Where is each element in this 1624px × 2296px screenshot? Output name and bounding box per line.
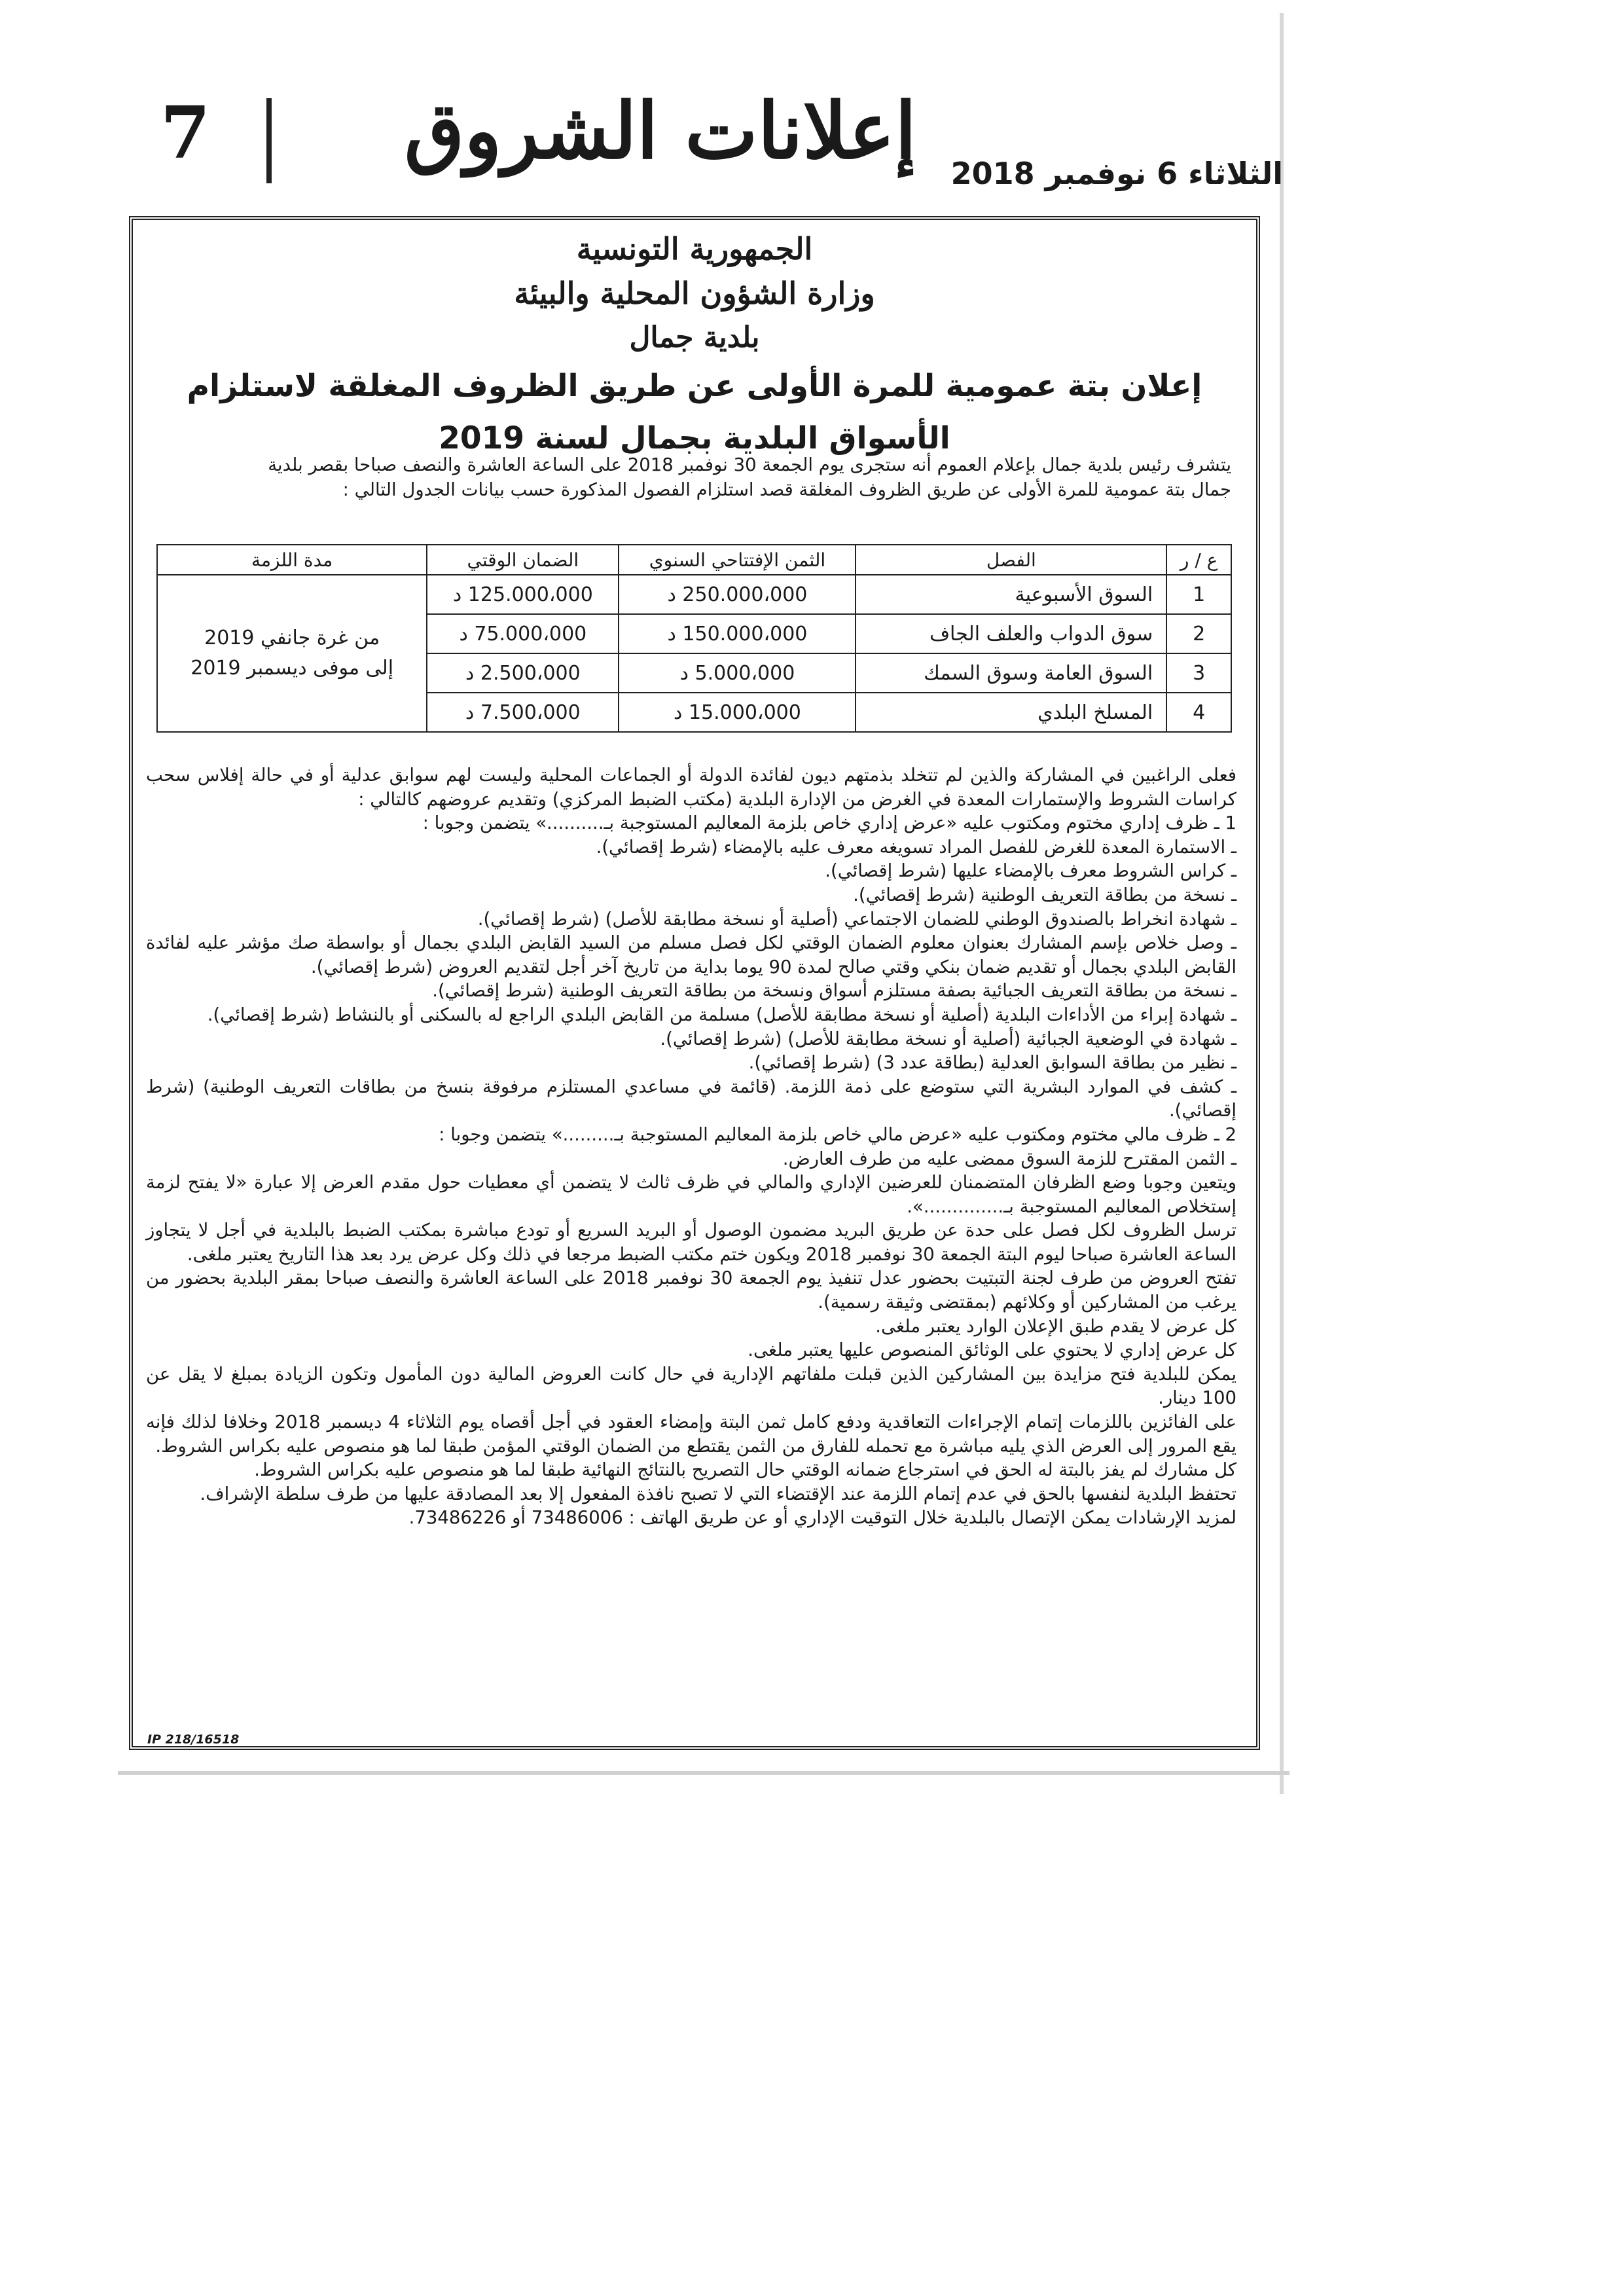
duration-end: إلى موفى ديسمبر 2019 <box>190 657 394 680</box>
col-header-duration: مدة اللزمة <box>157 545 427 575</box>
page-edge-shadow <box>1280 13 1284 1794</box>
cell-number: 1 <box>1166 575 1231 614</box>
body-paragraph: ـ كشف في الموارد البشرية التي ستوضع على ذمة اللزمة. (قائمة في مساعدي المستلزم مرفوقة بنسخ من بطاقات التعريف الوطنية) (شرط إقصائي). <box>146 1076 1236 1121</box>
republic-title: الجمهورية التونسية <box>576 231 813 266</box>
body-paragraph: ـ الثمن المقترح للزمة السوق ممضى عليه من طرف العارض. <box>782 1148 1236 1169</box>
body-paragraph: ـ نظير من بطاقة السوابق العدلية (بطاقة عدد 3) (شرط إقصائي). <box>748 1052 1236 1074</box>
body-paragraph: تفتح العروض من طرف لجنة التبتيت بحضور عدل تنفيذ يوم الجمعة 30 نوفمبر 2018 على الساعة العاشرة والنصف صباحا بمقر البلدية بحضور من يرغب من المشاركين أو وكلائهم (بمقتضى وثيقة رسمية). <box>146 1267 1237 1313</box>
table-header-row <box>157 545 1231 575</box>
issue-date: الثلاثاء 6 نوفمبر 2018 <box>950 156 1283 191</box>
body-paragraph: تحتفظ البلدية لنفسها بالحق في عدم إتمام اللزمة عند الإقتضاء التي لا تصبح نافذة المفعول إلا بعد المصادقة عليها من طرف سلطة الإشراف. <box>200 1483 1236 1504</box>
cell-guarantee: 2.500،000 د <box>427 653 619 693</box>
cell-lot-name: السوق الأسبوعية <box>856 575 1166 614</box>
cell-lot-name: المسلخ البلدي <box>856 693 1166 732</box>
body-paragraph: ـ كراس الشروط معرف بالإمضاء عليها (شرط إقصائي). <box>825 860 1236 882</box>
body-paragraph: ـ وصل خلاص بإسم المشارك بعنوان معلوم الضمان الوقتي لكل فصل مسلم من السيد القابض البلدي بجمال أو بواسطة صك مؤشر عليه لفائدة القابض البلدي بجمال أو تقديم ضمان بنكي وقتي صالح لمدة 90 يوما بداية من تاريخ آخر أجل لتقديم العروض (شرط إقصائي). <box>146 932 1236 977</box>
page-header <box>141 79 1283 190</box>
body-paragraph: ـ نسخة من بطاقة التعريف الجبائية بصفة مستلزم أسواق ونسخة من بطاقة التعريف الوطنية (شرط إقصائي). <box>432 980 1236 1002</box>
ministry-title: وزارة الشؤون المحلية والبيئة <box>514 276 875 311</box>
col-header-opening-price: الثمن الإفتتاحي السنوي <box>619 545 856 575</box>
cell-guarantee: 75.000،000 د <box>427 614 619 653</box>
header-divider <box>266 98 272 183</box>
ad-reference: IP 218/16518 <box>147 1732 240 1747</box>
body-paragraph: على الفائزين باللزمات إتمام الإجراءات التعاقدية ودفع كامل ثمن البتة وإمضاء العقود في أجل أقصاه يوم الثلاثاء 4 ديسمبر 2018 وخلافا لذلك فإنه يقع المرور إلى العرض الذي يليه مباشرة مع تحمله للفارق من الثمن يقتطع من الضمان الوقتي المؤمن طبقا لما هو منصوص عليه بكراس الشروط. <box>146 1412 1236 1457</box>
body-paragraph: ـ شهادة في الوضعية الجبائية (أصلية أو نسخة مطابقة للأصل) (شرط إقصائي). <box>660 1028 1236 1049</box>
notice-body <box>146 763 1236 1530</box>
cell-guarantee: 7.500،000 د <box>427 693 619 732</box>
body-paragraph: يمكن للبلدية فتح مزايدة بين المشاركين الذين قبلت ملفاتهم الإدارية في حال كانت العروض المالية دون المأمول وتكون الزيادة بمبلغ لا يقل عن 100 دينار. <box>146 1363 1236 1409</box>
notice-titles <box>133 227 1256 465</box>
col-header-lot: الفصل <box>856 545 1166 575</box>
body-paragraph: كل مشارك لم يفز بالبتة له الحق في استرجاع ضمانه الوقتي حال التصريح بالنتائج النهائية طبقا لما هو منصوص عليه بكراس الشروط. <box>254 1459 1236 1481</box>
body-paragraph: 1 ـ ظرف إداري مختوم ومكتوب عليه «عرض إداري خاص بلزمة المعاليم المستوجبة بـ..........» يتضمن وجوبا : <box>422 812 1236 834</box>
lots-table <box>156 544 1232 733</box>
body-paragraph: كل عرض إداري لا يحتوي على الوثائق المنصوص عليها يعتبر ملغى. <box>748 1339 1236 1361</box>
notice-frame <box>129 216 1260 1750</box>
body-paragraph: 2 ـ ظرف مالي مختوم ومكتوب عليه «عرض مالي خاص بلزمة المعاليم المستوجبة بـ.........» يتضمن وجوبا : <box>439 1123 1236 1145</box>
body-paragraph: لمزيد الإرشادات يمكن الإتصال بالبلدية خلال التوقيت الإداري أو عن طريق الهاتف : 73486006 أو 73486226. <box>408 1507 1236 1529</box>
cell-number: 4 <box>1166 693 1231 732</box>
body-paragraph: ـ شهادة انخراط بالصندوق الوطني للضمان الاجتماعي (أصلية أو نسخة مطابقة للأصل) (شرط إقصائي). <box>477 908 1236 930</box>
body-paragraph: ترسل الظروف لكل فصل على حدة عن طريق البريد مضمون الوصول أو البريد السريع أو تودع مباشرة بمكتب الضبط بالبلدية في أجل لا يتجاوز الساعة العاشرة صباحا ليوم البتة الجمعة 30 نوفمبر 2018 ويكون ختم مكتب الضبط مرجعا في ذلك وكل عرض يرد بعد هذا التاريخ يعتبر ملغى. <box>146 1220 1236 1265</box>
cell-opening-price: 15.000،000 د <box>619 693 856 732</box>
cell-number: 3 <box>1166 653 1231 693</box>
masthead: إعلانات الشروق <box>404 85 916 176</box>
table-row <box>157 575 1231 614</box>
cell-duration <box>157 575 427 732</box>
duration-start: من غرة جانفي 2019 <box>204 627 380 649</box>
cell-guarantee: 125.000،000 د <box>427 575 619 614</box>
notice-intro <box>149 452 1231 502</box>
cell-opening-price: 150.000،000 د <box>619 614 856 653</box>
cell-opening-price: 250.000،000 د <box>619 575 856 614</box>
intro-line: يتشرف رئيس بلدية جمال بإعلام العموم أنه ستجرى يوم الجمعة 30 نوفمبر 2018 على الساعة العاشرة والنصف صباحا بقصر بلدية <box>268 454 1231 475</box>
col-header-number: ع / ر <box>1166 545 1231 575</box>
cell-lot-name: سوق الدواب والعلف الجاف <box>856 614 1166 653</box>
body-paragraph: ـ نسخة من بطاقة التعريف الوطنية (شرط إقصائي). <box>853 884 1236 905</box>
col-header-guarantee: الضمان الوقتي <box>427 545 619 575</box>
body-paragraph: كل عرض لا يقدم طبق الإعلان الوارد يعتبر ملغى. <box>875 1315 1236 1337</box>
cell-lot-name: السوق العامة وسوق السمك <box>856 653 1166 693</box>
notice-title: إعلان بتة عمومية للمرة الأولى عن طريق الظروف المغلقة لاستلزام الأسواق البلدية بجمال لسنة 2019 <box>187 368 1202 456</box>
body-paragraph: ويتعين وجوبا وضع الظرفان المتضمنان للعرضين الإداري والمالي في ظرف ثالث لا يتضمن أي معطيات حول مقدم العرض إلا عبارة «لا يفتح لزمة إستخلاص المعاليم المستوجبة بـ..............». <box>146 1172 1236 1217</box>
intro-line: جمال بتة عمومية للمرة الأولى عن طريق الظروف المغلقة قصد استلزام الفصول المذكورة حسب بيانات الجدول التالي : <box>342 479 1231 500</box>
municipality-title: بلدية جمال <box>629 321 760 354</box>
body-paragraph: ـ الاستمارة المعدة للغرض للفصل المراد تسويغه معرف عليه بالإمضاء (شرط إقصائي). <box>596 836 1236 858</box>
page-edge-shadow-bottom <box>118 1771 1290 1775</box>
body-paragraph: ـ شهادة إبراء من الأداءات البلدية (أصلية أو نسخة مطابقة للأصل) مسلمة من القابض البلدي الراجع له بالسكنى أو بالنشاط (شرط إقصائي). <box>207 1004 1236 1025</box>
body-paragraph: فعلى الراغبين في المشاركة والذين لم تتخلد بذمتهم ديون لفائدة الدولة أو الجماعات المحلية وليست لهم سوابق عدلية أو في حالة إفلاس سحب كراسات الشروط والإستمارات المعدة في الغرض من الإدارة البلدية (مكتب الضبط المركزي) وتقديم عروضهم كالتالي : <box>146 765 1236 810</box>
page-number: 7 <box>160 90 211 175</box>
cell-number: 2 <box>1166 614 1231 653</box>
cell-opening-price: 5.000،000 د <box>619 653 856 693</box>
